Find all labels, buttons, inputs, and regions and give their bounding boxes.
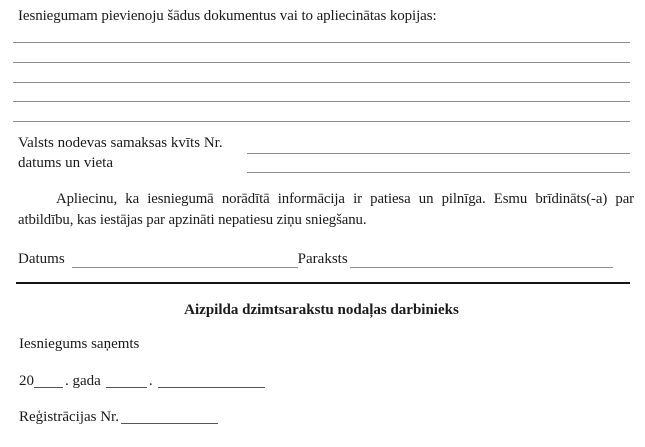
fee-receipt-block xyxy=(18,134,630,173)
fee-date-place-row xyxy=(18,154,630,174)
month-field[interactable] xyxy=(158,373,265,388)
date-label: Datums xyxy=(18,251,65,267)
section-separator-line xyxy=(16,282,630,284)
office-section-title: Aizpilda dzimtsarakstu nodaļas darbinieks xyxy=(184,302,459,318)
attachment-blank-line[interactable] xyxy=(13,102,630,122)
attachments-section-title: Iesniegumam pievienoju šādus dokumentus vai to apliecinātas kopijas: xyxy=(18,8,437,24)
registration-number-line xyxy=(19,408,218,427)
fee-receipt-row xyxy=(18,134,630,154)
attachment-blank-line[interactable] xyxy=(13,23,630,43)
signature-field[interactable] xyxy=(350,250,613,268)
attachment-blank-line[interactable] xyxy=(13,83,630,103)
fee-receipt-label: Valsts nodevas samaksas kvīts Nr. xyxy=(18,135,223,151)
gada-label: . gada xyxy=(65,373,101,389)
fee-date-place-field[interactable] xyxy=(247,154,630,173)
day-field[interactable] xyxy=(106,373,147,388)
date-signature-row xyxy=(18,250,613,268)
declaration-paragraph: Apliecinu, ka iesniegumā norādītā informācija ir patiesa un pilnīga. Esmu brīdināts(-a) par atbildību, kas iestājas par apzināti nepatiesu ziņu sniegšanu. xyxy=(18,191,634,228)
year-century-prefix: 20 xyxy=(19,373,34,389)
signature-label: Paraksts xyxy=(297,251,348,267)
registration-number-field[interactable] xyxy=(121,409,218,424)
fee-receipt-number-field[interactable] xyxy=(247,135,630,154)
application-received-label: Iesniegums saņemts xyxy=(19,336,140,352)
attachment-blank-line[interactable] xyxy=(13,63,630,83)
received-date-line xyxy=(19,372,265,391)
registration-number-label: Reģistrācijas Nr. xyxy=(19,409,119,425)
day-dot-label: . xyxy=(148,373,153,389)
attachment-blank-line[interactable] xyxy=(13,43,630,63)
year-field[interactable] xyxy=(34,373,63,388)
fee-date-place-label: datums un vieta xyxy=(18,154,113,171)
date-field[interactable] xyxy=(72,250,298,268)
attachment-lines-group xyxy=(13,23,630,122)
